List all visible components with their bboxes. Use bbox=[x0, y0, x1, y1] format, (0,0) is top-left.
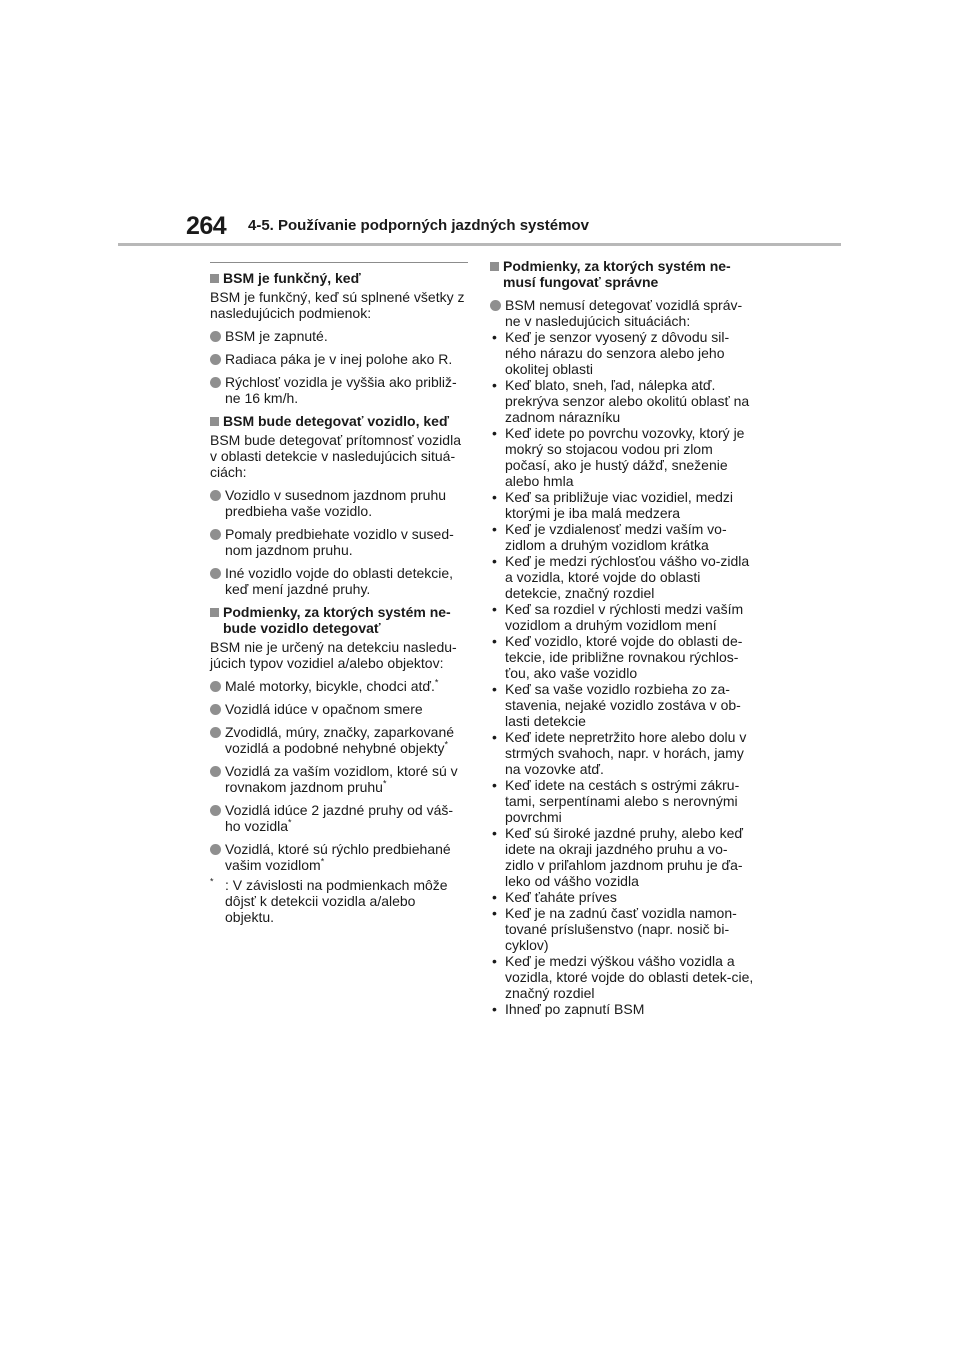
round-bullet-icon bbox=[210, 727, 221, 738]
round-bullet-icon bbox=[490, 300, 501, 311]
round-bullet-icon bbox=[210, 377, 221, 388]
sub-list-item: • Keď je senzor vyosený z dôvodu sil-ného nárazu do senzora alebo jeho okolitej oblasti bbox=[492, 329, 730, 377]
sub-list-item: • Keď blato, sneh, ľad, nálepka atď. prekrýva senzor alebo okolitú oblasť na zadnom nárazníku bbox=[492, 377, 750, 425]
heading-may-not-work: Podmienky, za ktorých systém ne-musí fungovať správne bbox=[490, 258, 756, 290]
footnote-marker: * bbox=[210, 876, 214, 887]
sub-list-item: • Keď vozidlo, ktoré vojde do oblasti de-tekcie, ide približne rovnakou rýchlos-ťou, ako vaše vozidlo bbox=[492, 633, 743, 681]
heading-bsm-detects: BSM bude detegovať vozidlo, keď bbox=[210, 413, 468, 429]
sub-list-item: • Keď idete na cestách s ostrými zákru-tami, serpentínami alebo s nerovnými povrchmi bbox=[492, 777, 740, 825]
square-bullet-icon bbox=[210, 608, 219, 617]
round-bullet-icon bbox=[210, 681, 221, 692]
footnote-marker: * bbox=[434, 677, 439, 688]
square-bullet-icon bbox=[210, 417, 219, 426]
footnote: * : V závislosti na podmienkach môže dôjsť k detekcii vozidla a/alebo objektu. bbox=[210, 876, 448, 925]
footnote-marker: * bbox=[444, 739, 449, 750]
round-bullet-icon bbox=[210, 331, 221, 342]
list-item: Vozidlá za vaším vozidlom, ktoré sú v rovnakom jazdnom pruhu* bbox=[210, 763, 468, 795]
left-column bbox=[210, 262, 468, 925]
list-item: Radiaca páka je v inej polohe ako R. bbox=[210, 351, 468, 367]
sub-list-item: • Keď ťaháte príves bbox=[492, 889, 617, 905]
paragraph: BSM je funkčný, keď sú splnené všetky z nasledujúcich podmienok: bbox=[210, 289, 465, 321]
footnote-marker: * bbox=[320, 856, 325, 867]
round-bullet-icon bbox=[210, 704, 221, 715]
sub-list-item: • Keď je medzi rýchlosťou vášho vo-zidla a vozidla, ktoré vojde do oblasti detekcie, značný rozdiel bbox=[492, 553, 750, 601]
header-rule bbox=[118, 243, 841, 246]
round-bullet-icon bbox=[210, 490, 221, 501]
sub-list-item: • Keď je medzi výškou vášho vozidla a vozidla, ktoré vojde do oblasti detek-cie, značný rozdiel bbox=[492, 953, 754, 1001]
heading-not-detected: Podmienky, za ktorých systém ne-bude vozidlo detegovať bbox=[210, 604, 468, 636]
list-item: BSM nemusí detegovať vozidlá správ-ne v nasledujúcich situáciách: bbox=[490, 297, 756, 329]
footnote-marker: * bbox=[288, 817, 292, 828]
list-item: Malé motorky, bicykle, chodci atď.* bbox=[210, 678, 468, 694]
paragraph: BSM bude detegovať prítomnosť vozidla v oblasti detekcie v nasledujúcich situá-ciách: bbox=[210, 432, 461, 480]
sub-list-item: • Keď sa približuje viac vozidiel, medzi ktorými je iba malá medzera bbox=[492, 489, 734, 521]
list-item: Vozidlá, ktoré sú rýchlo predbiehané vašim vozidlom* bbox=[210, 841, 468, 873]
sub-list-item: • Keď je vzdialenosť medzi vaším vo-zidlom a druhým vozidlom krátka bbox=[492, 521, 727, 553]
round-bullet-icon bbox=[210, 529, 221, 540]
list-item: Rýchlosť vozidla je vyššia ako približ-ne 16 km/h. bbox=[210, 374, 468, 406]
list-item: BSM je zapnuté. bbox=[210, 328, 468, 344]
round-bullet-icon bbox=[210, 844, 221, 855]
round-bullet-icon bbox=[210, 354, 221, 365]
heading-bsm-functional: BSM je funkčný, keď bbox=[210, 270, 468, 286]
sub-list-item: • Keď je na zadnú časť vozidla namon-tované príslušenstvo (napr. nosič bi-cyklov) bbox=[492, 905, 737, 953]
round-bullet-icon bbox=[210, 766, 221, 777]
sub-list-item: • Keď sú široké jazdné pruhy, alebo keď idete na okraji jazdného pruhu a vo-zidlo v priľahlom jazdnom pruhu je ďa-leko od vášho vozidla bbox=[492, 825, 743, 889]
list-item: Pomaly predbiehate vozidlo v sused-nom jazdnom pruhu. bbox=[210, 526, 468, 558]
list-item: Zvodidlá, múry, značky, zaparkované vozidlá a podobné nehybné objekty* bbox=[210, 724, 468, 756]
sub-list-item: • Ihneď po zapnutí BSM bbox=[492, 1001, 645, 1017]
sub-list-item: • Keď sa rozdiel v rýchlosti medzi vaším vozidlom a druhým vozidlom mení bbox=[492, 601, 744, 633]
square-bullet-icon bbox=[210, 274, 219, 283]
list-item: Vozidlo v susednom jazdnom pruhu predbieha vaše vozidlo. bbox=[210, 487, 468, 519]
list-item: Iné vozidlo vojde do oblasti detekcie, keď mení jazdné pruhy. bbox=[210, 565, 468, 597]
sub-list-item: • Keď idete po povrchu vozovky, ktorý je mokrý so stojacou vodou pri zlom počasí, ako je hustý dážď, sneženie alebo hmla bbox=[492, 425, 745, 489]
round-bullet-icon bbox=[210, 805, 221, 816]
section-title: 4-5. Používanie podporných jazdných systémov bbox=[248, 217, 589, 234]
right-column bbox=[490, 258, 756, 1017]
round-bullet-icon bbox=[210, 568, 221, 579]
page-number: 264 bbox=[186, 212, 227, 240]
list-item: Vozidlá idúce v opačnom smere bbox=[210, 701, 468, 717]
sub-list-item: • Keď idete nepretržito hore alebo dolu v strmých svahoch, napr. v horách, jamy na vozovke atď. bbox=[492, 729, 747, 777]
paragraph: BSM nie je určený na detekciu nasledu-júcich typov vozidiel a/alebo objektov: bbox=[210, 639, 457, 671]
square-bullet-icon bbox=[490, 262, 499, 271]
sub-list-item: • Keď sa vaše vozidlo rozbieha zo za-stavenia, nejaké vozidlo zostáva v ob-lasti detekcie bbox=[492, 681, 741, 729]
list-item: Vozidlá idúce 2 jazdné pruhy od váš-ho vozidla* bbox=[210, 802, 468, 834]
footnote-marker: * bbox=[382, 778, 387, 789]
column-top-rule bbox=[210, 262, 468, 263]
